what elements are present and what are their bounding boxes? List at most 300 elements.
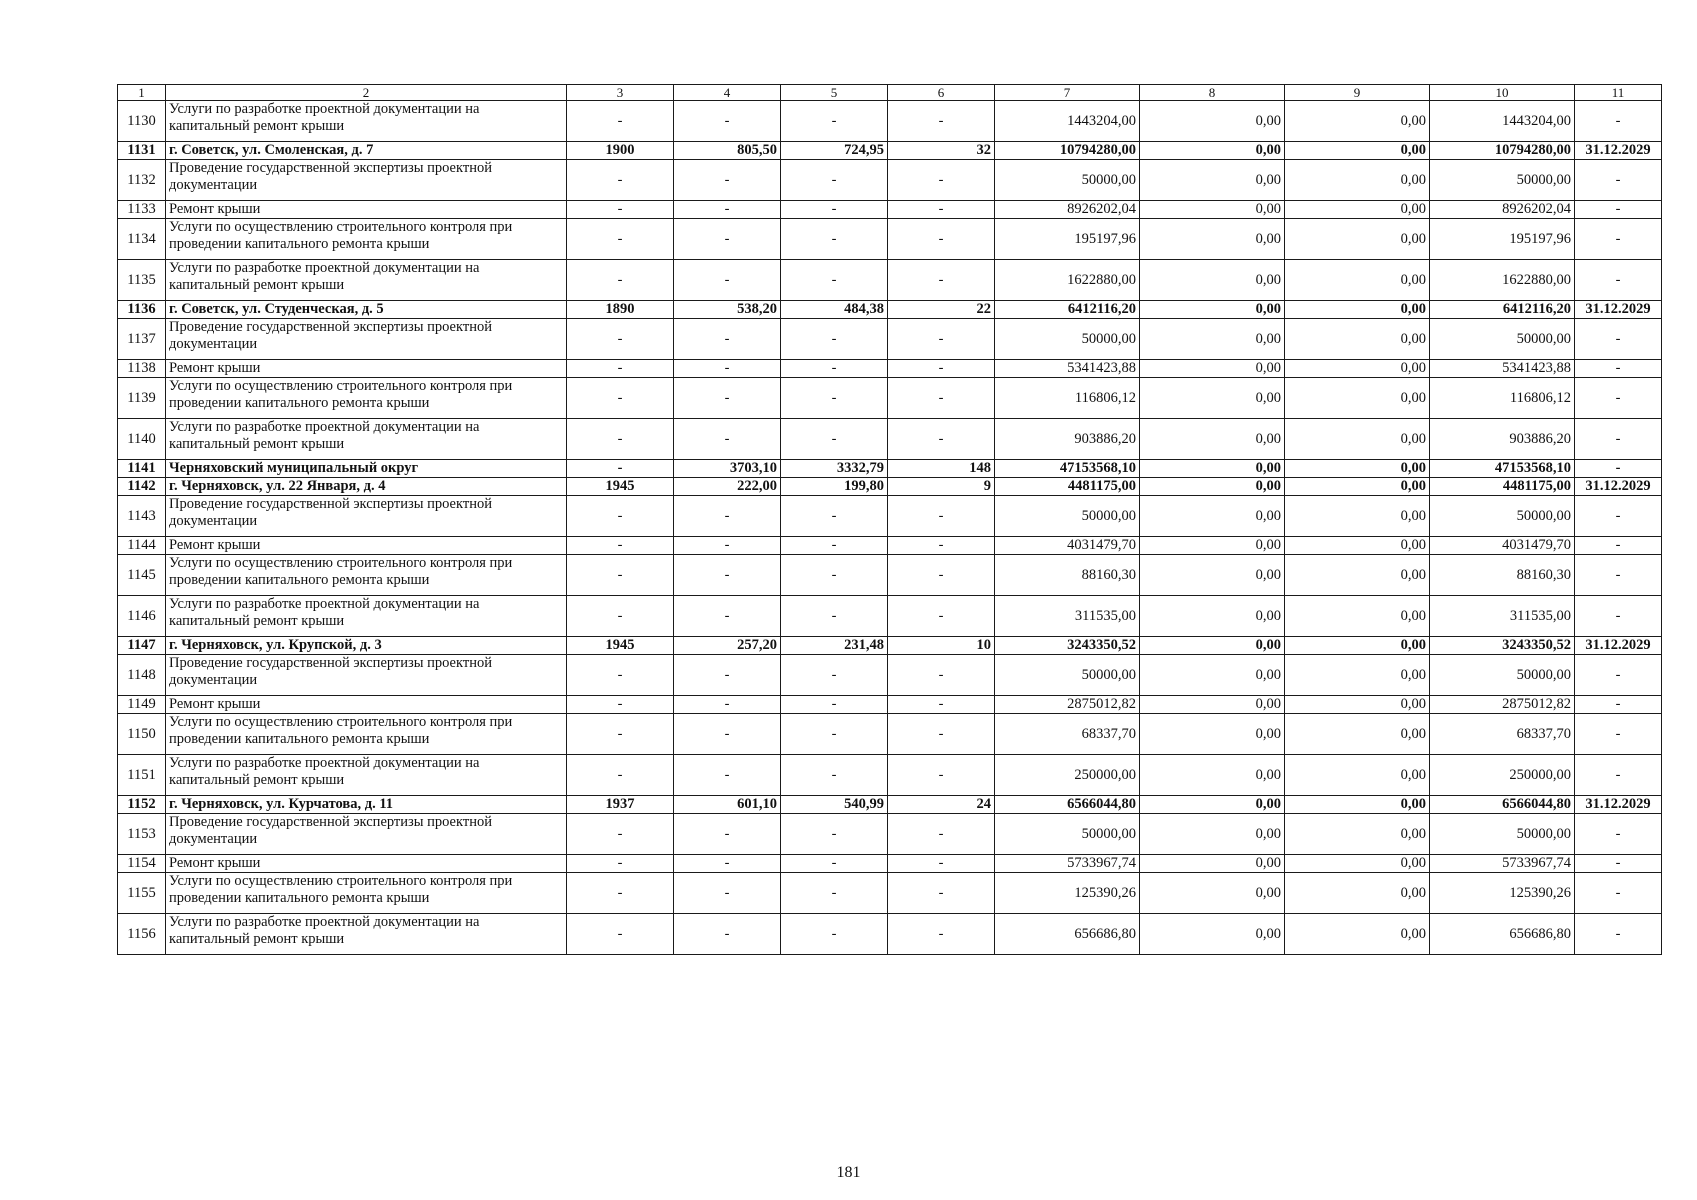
col-11-value: - <box>1575 319 1662 360</box>
col-7-value: 88160,30 <box>995 555 1140 596</box>
col-3-value: - <box>567 714 674 755</box>
col-3-value: - <box>567 101 674 142</box>
work-name: Услуги по разработке проектной документации на капитальный ремонт крыши <box>166 419 567 460</box>
col-9-value: 0,00 <box>1285 260 1430 301</box>
col-10-value: 6412116,20 <box>1430 301 1575 319</box>
col-3-value: - <box>567 655 674 696</box>
row-number: 1152 <box>118 796 166 814</box>
column-header: 3 <box>567 85 674 101</box>
col-3-value: 1900 <box>567 142 674 160</box>
row-number: 1135 <box>118 260 166 301</box>
table-row <box>118 655 1662 696</box>
col-5-value: - <box>781 496 888 537</box>
col-11-value: 31.12.2029 <box>1575 301 1662 319</box>
col-9-value: 0,00 <box>1285 142 1430 160</box>
row-number: 1144 <box>118 537 166 555</box>
col-4-value: - <box>674 555 781 596</box>
col-11-value: - <box>1575 814 1662 855</box>
col-4-value: - <box>674 755 781 796</box>
col-10-value: 47153568,10 <box>1430 460 1575 478</box>
col-8-value: 0,00 <box>1140 637 1285 655</box>
col-9-value: 0,00 <box>1285 537 1430 555</box>
col-6-value: - <box>888 714 995 755</box>
col-10-value: 656686,80 <box>1430 914 1575 955</box>
col-8-value: 0,00 <box>1140 714 1285 755</box>
col-11-value: - <box>1575 873 1662 914</box>
col-6-value: - <box>888 696 995 714</box>
col-6-value: - <box>888 378 995 419</box>
col-7-value: 1622880,00 <box>995 260 1140 301</box>
work-name: Услуги по разработке проектной документации на капитальный ремонт крыши <box>166 914 567 955</box>
col-10-value: 50000,00 <box>1430 319 1575 360</box>
col-5-value: - <box>781 755 888 796</box>
col-11-value: - <box>1575 755 1662 796</box>
col-7-value: 311535,00 <box>995 596 1140 637</box>
col-3-value: 1890 <box>567 301 674 319</box>
col-3-value: - <box>567 814 674 855</box>
col-5-value: - <box>781 219 888 260</box>
row-number: 1154 <box>118 855 166 873</box>
col-9-value: 0,00 <box>1285 796 1430 814</box>
col-4-value: - <box>674 914 781 955</box>
work-name: Услуги по осуществлению строительного контроля при проведении капитального ремонта крыши <box>166 555 567 596</box>
col-10-value: 4481175,00 <box>1430 478 1575 496</box>
col-4-value: - <box>674 496 781 537</box>
col-11-value: - <box>1575 101 1662 142</box>
column-header: 6 <box>888 85 995 101</box>
col-7-value: 5341423,88 <box>995 360 1140 378</box>
work-name: Черняховский муниципальный округ <box>166 460 567 478</box>
col-7-value: 6412116,20 <box>995 301 1140 319</box>
col-8-value: 0,00 <box>1140 855 1285 873</box>
col-8-value: 0,00 <box>1140 655 1285 696</box>
col-4-value: - <box>674 696 781 714</box>
table-row <box>118 796 1662 814</box>
table-row <box>118 260 1662 301</box>
col-8-value: 0,00 <box>1140 478 1285 496</box>
col-10-value: 116806,12 <box>1430 378 1575 419</box>
col-10-value: 3243350,52 <box>1430 637 1575 655</box>
column-header: 8 <box>1140 85 1285 101</box>
col-7-value: 47153568,10 <box>995 460 1140 478</box>
work-name: Услуги по разработке проектной документации на капитальный ремонт крыши <box>166 101 567 142</box>
col-7-value: 68337,70 <box>995 714 1140 755</box>
col-5-value: 540,99 <box>781 796 888 814</box>
work-name: Услуги по осуществлению строительного контроля при проведении капитального ремонта крыши <box>166 714 567 755</box>
col-10-value: 50000,00 <box>1430 160 1575 201</box>
col-9-value: 0,00 <box>1285 496 1430 537</box>
row-number: 1136 <box>118 301 166 319</box>
col-9-value: 0,00 <box>1285 655 1430 696</box>
program-table <box>117 84 1662 955</box>
col-5-value: - <box>781 378 888 419</box>
col-8-value: 0,00 <box>1140 460 1285 478</box>
col-8-value: 0,00 <box>1140 596 1285 637</box>
col-10-value: 88160,30 <box>1430 555 1575 596</box>
col-4-value: - <box>674 873 781 914</box>
work-name: Проведение государственной экспертизы проектной документации <box>166 496 567 537</box>
col-11-value: 31.12.2029 <box>1575 142 1662 160</box>
work-name: Ремонт крыши <box>166 696 567 714</box>
row-number: 1140 <box>118 419 166 460</box>
col-10-value: 50000,00 <box>1430 655 1575 696</box>
table-row <box>118 855 1662 873</box>
work-name: Услуги по осуществлению строительного контроля при проведении капитального ремонта крыши <box>166 873 567 914</box>
col-10-value: 4031479,70 <box>1430 537 1575 555</box>
col-9-value: 0,00 <box>1285 360 1430 378</box>
col-8-value: 0,00 <box>1140 160 1285 201</box>
col-10-value: 5341423,88 <box>1430 360 1575 378</box>
col-7-value: 4031479,70 <box>995 537 1140 555</box>
row-number: 1148 <box>118 655 166 696</box>
col-8-value: 0,00 <box>1140 814 1285 855</box>
col-4-value: - <box>674 219 781 260</box>
col-9-value: 0,00 <box>1285 319 1430 360</box>
col-9-value: 0,00 <box>1285 460 1430 478</box>
col-4-value: - <box>674 160 781 201</box>
row-number: 1139 <box>118 378 166 419</box>
col-5-value: 3332,79 <box>781 460 888 478</box>
col-5-value: - <box>781 914 888 955</box>
row-number: 1147 <box>118 637 166 655</box>
column-header: 2 <box>166 85 567 101</box>
col-5-value: - <box>781 419 888 460</box>
work-name: Проведение государственной экспертизы проектной документации <box>166 319 567 360</box>
table-row <box>118 814 1662 855</box>
col-4-value: - <box>674 655 781 696</box>
row-number: 1141 <box>118 460 166 478</box>
table-row <box>118 201 1662 219</box>
table-row <box>118 596 1662 637</box>
col-8-value: 0,00 <box>1140 873 1285 914</box>
col-5-value: - <box>781 696 888 714</box>
col-11-value: - <box>1575 219 1662 260</box>
col-6-value: - <box>888 101 995 142</box>
col-11-value: - <box>1575 160 1662 201</box>
col-6-value: - <box>888 537 995 555</box>
row-number: 1143 <box>118 496 166 537</box>
table-row <box>118 219 1662 260</box>
table-row <box>118 537 1662 555</box>
col-8-value: 0,00 <box>1140 537 1285 555</box>
col-8-value: 0,00 <box>1140 555 1285 596</box>
page-number: 181 <box>836 1164 861 1181</box>
col-9-value: 0,00 <box>1285 419 1430 460</box>
col-7-value: 50000,00 <box>995 814 1140 855</box>
column-header: 11 <box>1575 85 1662 101</box>
col-6-value: - <box>888 201 995 219</box>
col-11-value: - <box>1575 914 1662 955</box>
col-3-value: - <box>567 755 674 796</box>
col-5-value: 199,80 <box>781 478 888 496</box>
col-6-value: - <box>888 914 995 955</box>
col-10-value: 1622880,00 <box>1430 260 1575 301</box>
work-name: г. Советск, ул. Смоленская, д. 7 <box>166 142 567 160</box>
col-10-value: 5733967,74 <box>1430 855 1575 873</box>
col-4-value: - <box>674 419 781 460</box>
col-3-value: - <box>567 219 674 260</box>
col-11-value: - <box>1575 696 1662 714</box>
col-4-value: 538,20 <box>674 301 781 319</box>
table-row <box>118 160 1662 201</box>
col-9-value: 0,00 <box>1285 101 1430 142</box>
col-5-value: - <box>781 319 888 360</box>
col-6-value: - <box>888 555 995 596</box>
col-3-value: 1937 <box>567 796 674 814</box>
col-10-value: 2875012,82 <box>1430 696 1575 714</box>
col-6-value: 148 <box>888 460 995 478</box>
col-6-value: - <box>888 160 995 201</box>
column-number-row <box>118 85 1662 101</box>
work-name: Услуги по осуществлению строительного контроля при проведении капитального ремонта крыши <box>166 378 567 419</box>
row-number: 1149 <box>118 696 166 714</box>
col-6-value: - <box>888 419 995 460</box>
col-3-value: - <box>567 555 674 596</box>
col-11-value: - <box>1575 360 1662 378</box>
col-4-value: 3703,10 <box>674 460 781 478</box>
col-11-value: - <box>1575 555 1662 596</box>
col-3-value: 1945 <box>567 478 674 496</box>
row-number: 1138 <box>118 360 166 378</box>
col-11-value: - <box>1575 855 1662 873</box>
row-number: 1151 <box>118 755 166 796</box>
work-name: г. Черняховск, ул. Курчатова, д. 11 <box>166 796 567 814</box>
col-4-value: - <box>674 378 781 419</box>
col-6-value: - <box>888 873 995 914</box>
col-7-value: 2875012,82 <box>995 696 1140 714</box>
col-7-value: 3243350,52 <box>995 637 1140 655</box>
col-9-value: 0,00 <box>1285 855 1430 873</box>
col-10-value: 903886,20 <box>1430 419 1575 460</box>
col-3-value: - <box>567 360 674 378</box>
row-number: 1153 <box>118 814 166 855</box>
work-name: Услуги по разработке проектной документации на капитальный ремонт крыши <box>166 755 567 796</box>
col-10-value: 1443204,00 <box>1430 101 1575 142</box>
work-name: Проведение государственной экспертизы проектной документации <box>166 160 567 201</box>
col-9-value: 0,00 <box>1285 378 1430 419</box>
col-7-value: 125390,26 <box>995 873 1140 914</box>
table-row <box>118 378 1662 419</box>
col-5-value: - <box>781 201 888 219</box>
col-5-value: - <box>781 360 888 378</box>
col-4-value: - <box>674 201 781 219</box>
col-8-value: 0,00 <box>1140 201 1285 219</box>
work-name: Услуги по разработке проектной документации на капитальный ремонт крыши <box>166 596 567 637</box>
col-9-value: 0,00 <box>1285 873 1430 914</box>
col-6-value: - <box>888 755 995 796</box>
row-number: 1134 <box>118 219 166 260</box>
column-header: 1 <box>118 85 166 101</box>
col-11-value: - <box>1575 596 1662 637</box>
col-4-value: - <box>674 537 781 555</box>
col-5-value: 231,48 <box>781 637 888 655</box>
table-row <box>118 319 1662 360</box>
col-10-value: 311535,00 <box>1430 596 1575 637</box>
col-4-value: - <box>674 855 781 873</box>
col-4-value: - <box>674 319 781 360</box>
col-8-value: 0,00 <box>1140 219 1285 260</box>
col-10-value: 68337,70 <box>1430 714 1575 755</box>
table-row <box>118 419 1662 460</box>
col-8-value: 0,00 <box>1140 796 1285 814</box>
column-header: 7 <box>995 85 1140 101</box>
col-6-value: 9 <box>888 478 995 496</box>
col-6-value: 24 <box>888 796 995 814</box>
col-9-value: 0,00 <box>1285 596 1430 637</box>
col-6-value: 10 <box>888 637 995 655</box>
col-8-value: 0,00 <box>1140 378 1285 419</box>
col-8-value: 0,00 <box>1140 142 1285 160</box>
work-name: Услуги по осуществлению строительного контроля при проведении капитального ремонта крыши <box>166 219 567 260</box>
col-7-value: 1443204,00 <box>995 101 1140 142</box>
col-3-value: - <box>567 596 674 637</box>
col-7-value: 50000,00 <box>995 496 1140 537</box>
work-name: Проведение государственной экспертизы проектной документации <box>166 655 567 696</box>
col-6-value: - <box>888 219 995 260</box>
table-row <box>118 873 1662 914</box>
col-10-value: 195197,96 <box>1430 219 1575 260</box>
col-7-value: 6566044,80 <box>995 796 1140 814</box>
col-9-value: 0,00 <box>1285 714 1430 755</box>
row-number: 1145 <box>118 555 166 596</box>
col-11-value: - <box>1575 537 1662 555</box>
table-row <box>118 360 1662 378</box>
table-row <box>118 301 1662 319</box>
column-header: 4 <box>674 85 781 101</box>
col-10-value: 50000,00 <box>1430 814 1575 855</box>
row-number: 1132 <box>118 160 166 201</box>
col-7-value: 250000,00 <box>995 755 1140 796</box>
col-10-value: 250000,00 <box>1430 755 1575 796</box>
table-row <box>118 460 1662 478</box>
table-row <box>118 496 1662 537</box>
column-header: 5 <box>781 85 888 101</box>
table-row <box>118 914 1662 955</box>
work-name: г. Черняховск, ул. 22 Января, д. 4 <box>166 478 567 496</box>
col-11-value: - <box>1575 378 1662 419</box>
col-8-value: 0,00 <box>1140 101 1285 142</box>
col-11-value: - <box>1575 419 1662 460</box>
col-4-value: - <box>674 360 781 378</box>
col-8-value: 0,00 <box>1140 419 1285 460</box>
col-7-value: 195197,96 <box>995 219 1140 260</box>
table-row <box>118 101 1662 142</box>
col-4-value: 601,10 <box>674 796 781 814</box>
col-9-value: 0,00 <box>1285 696 1430 714</box>
row-number: 1130 <box>118 101 166 142</box>
col-9-value: 0,00 <box>1285 219 1430 260</box>
work-name: Ремонт крыши <box>166 360 567 378</box>
col-4-value: - <box>674 101 781 142</box>
row-number: 1142 <box>118 478 166 496</box>
col-3-value: - <box>567 537 674 555</box>
table-row <box>118 478 1662 496</box>
col-4-value: 257,20 <box>674 637 781 655</box>
work-name: Ремонт крыши <box>166 537 567 555</box>
col-11-value: - <box>1575 496 1662 537</box>
col-3-value: - <box>567 496 674 537</box>
col-5-value: - <box>781 555 888 596</box>
col-7-value: 50000,00 <box>995 160 1140 201</box>
col-10-value: 125390,26 <box>1430 873 1575 914</box>
row-number: 1137 <box>118 319 166 360</box>
col-4-value: - <box>674 714 781 755</box>
col-4-value: - <box>674 814 781 855</box>
col-8-value: 0,00 <box>1140 755 1285 796</box>
col-3-value: - <box>567 873 674 914</box>
col-7-value: 50000,00 <box>995 319 1140 360</box>
col-9-value: 0,00 <box>1285 555 1430 596</box>
col-3-value: 1945 <box>567 637 674 655</box>
col-10-value: 6566044,80 <box>1430 796 1575 814</box>
col-5-value: - <box>781 855 888 873</box>
col-7-value: 10794280,00 <box>995 142 1140 160</box>
col-3-value: - <box>567 419 674 460</box>
col-4-value: - <box>674 596 781 637</box>
col-3-value: - <box>567 378 674 419</box>
col-9-value: 0,00 <box>1285 755 1430 796</box>
col-8-value: 0,00 <box>1140 319 1285 360</box>
col-3-value: - <box>567 160 674 201</box>
col-6-value: - <box>888 319 995 360</box>
col-5-value: - <box>781 814 888 855</box>
column-header: 10 <box>1430 85 1575 101</box>
col-8-value: 0,00 <box>1140 301 1285 319</box>
col-9-value: 0,00 <box>1285 301 1430 319</box>
col-9-value: 0,00 <box>1285 201 1430 219</box>
col-6-value: - <box>888 496 995 537</box>
col-6-value: - <box>888 360 995 378</box>
col-9-value: 0,00 <box>1285 478 1430 496</box>
work-name: Проведение государственной экспертизы проектной документации <box>166 814 567 855</box>
col-5-value: 484,38 <box>781 301 888 319</box>
col-4-value: 805,50 <box>674 142 781 160</box>
col-6-value: - <box>888 855 995 873</box>
table-row <box>118 696 1662 714</box>
row-number: 1156 <box>118 914 166 955</box>
work-name: г. Черняховск, ул. Крупской, д. 3 <box>166 637 567 655</box>
col-3-value: - <box>567 914 674 955</box>
table-row <box>118 555 1662 596</box>
column-header: 9 <box>1285 85 1430 101</box>
work-name: г. Советск, ул. Студенческая, д. 5 <box>166 301 567 319</box>
col-7-value: 903886,20 <box>995 419 1140 460</box>
col-11-value: - <box>1575 714 1662 755</box>
row-number: 1131 <box>118 142 166 160</box>
col-6-value: - <box>888 596 995 637</box>
col-4-value: 222,00 <box>674 478 781 496</box>
col-11-value: - <box>1575 655 1662 696</box>
col-5-value: - <box>781 101 888 142</box>
col-6-value: - <box>888 260 995 301</box>
col-5-value: - <box>781 873 888 914</box>
col-5-value: - <box>781 655 888 696</box>
col-3-value: - <box>567 319 674 360</box>
col-9-value: 0,00 <box>1285 814 1430 855</box>
col-4-value: - <box>674 260 781 301</box>
col-7-value: 50000,00 <box>995 655 1140 696</box>
col-3-value: - <box>567 201 674 219</box>
col-7-value: 4481175,00 <box>995 478 1140 496</box>
col-7-value: 8926202,04 <box>995 201 1140 219</box>
col-7-value: 116806,12 <box>995 378 1140 419</box>
table-row <box>118 637 1662 655</box>
col-5-value: - <box>781 537 888 555</box>
col-8-value: 0,00 <box>1140 914 1285 955</box>
col-10-value: 8926202,04 <box>1430 201 1575 219</box>
col-9-value: 0,00 <box>1285 914 1430 955</box>
col-10-value: 10794280,00 <box>1430 142 1575 160</box>
